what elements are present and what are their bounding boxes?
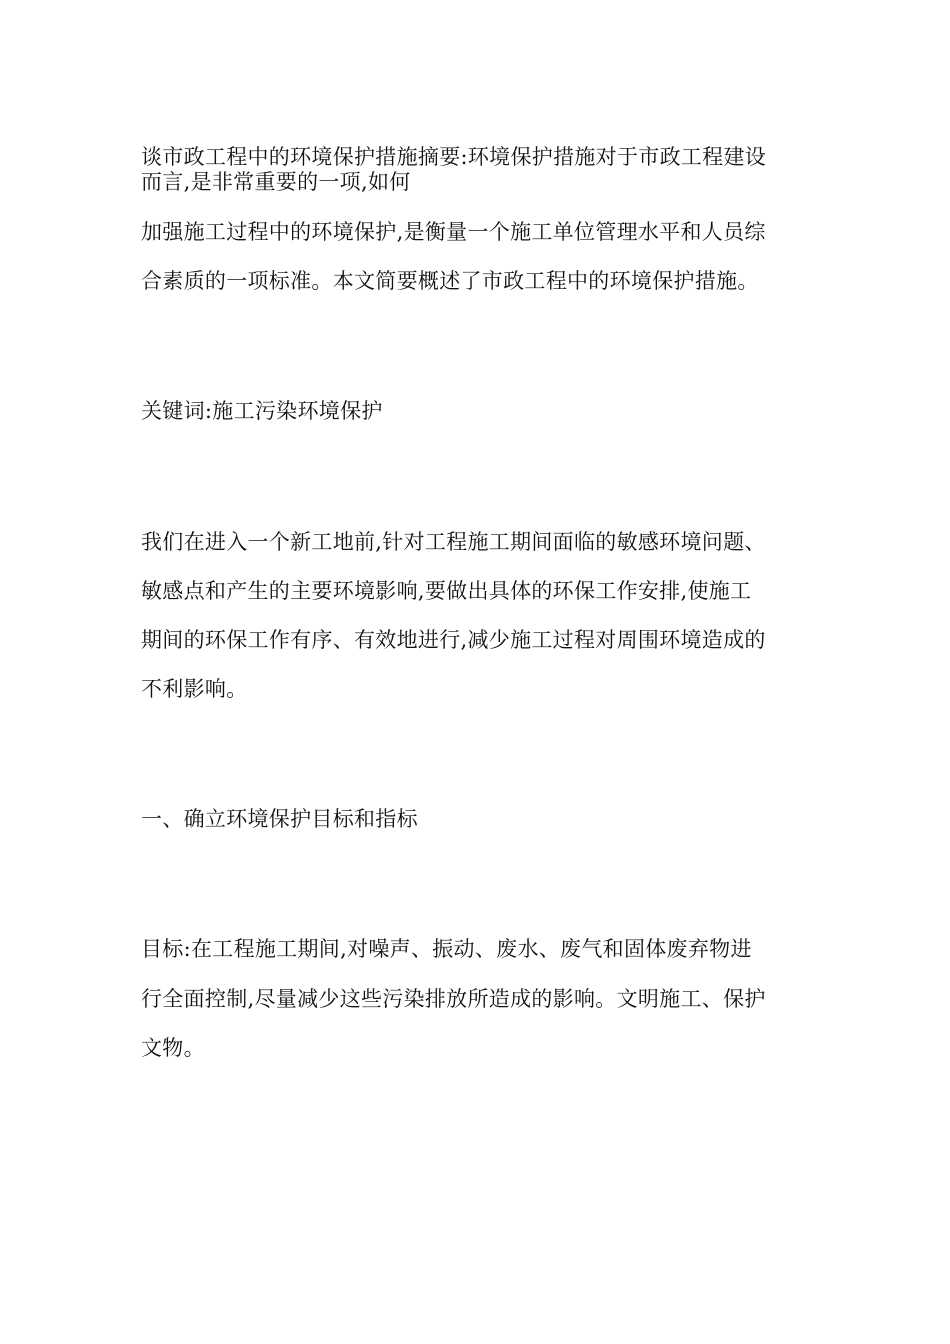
- goal-line-1: 目标:在工程施工期间,对噪声、振动、废水、废气和固体废弃物进: [141, 937, 752, 961]
- goal-line-3: 文物。: [141, 1036, 205, 1060]
- abstract-line-1: 加强施工过程中的环境保护,是衡量一个施工单位管理水平和人员综: [141, 220, 766, 244]
- keywords-line: 关键词:施工污染环境保护: [141, 399, 383, 423]
- intro-line-2: 敏感点和产生的主要环境影响,要做出具体的环保工作安排,使施工: [141, 579, 752, 603]
- goal-line-2: 行全面控制,尽量减少这些污染排放所造成的影响。文明施工、保护: [141, 987, 766, 1011]
- title-line-1: 谈市政工程中的环境保护措施摘要:环境保护措施对于市政工程建设: [141, 145, 767, 169]
- section-1-heading: 一、确立环境保护目标和指标: [141, 807, 418, 831]
- abstract-line-2: 合素质的一项标准。本文简要概述了市政工程中的环境保护措施。: [141, 269, 759, 293]
- intro-line-4: 不利影响。: [141, 677, 248, 701]
- intro-line-3: 期间的环保工作有序、有效地进行,减少施工过程对周围环境造成的: [141, 628, 766, 652]
- title-line-2: 而言,是非常重要的一项,如何: [141, 170, 411, 194]
- intro-line-1: 我们在进入一个新工地前,针对工程施工期间面临的敏感环境问题、: [141, 530, 766, 554]
